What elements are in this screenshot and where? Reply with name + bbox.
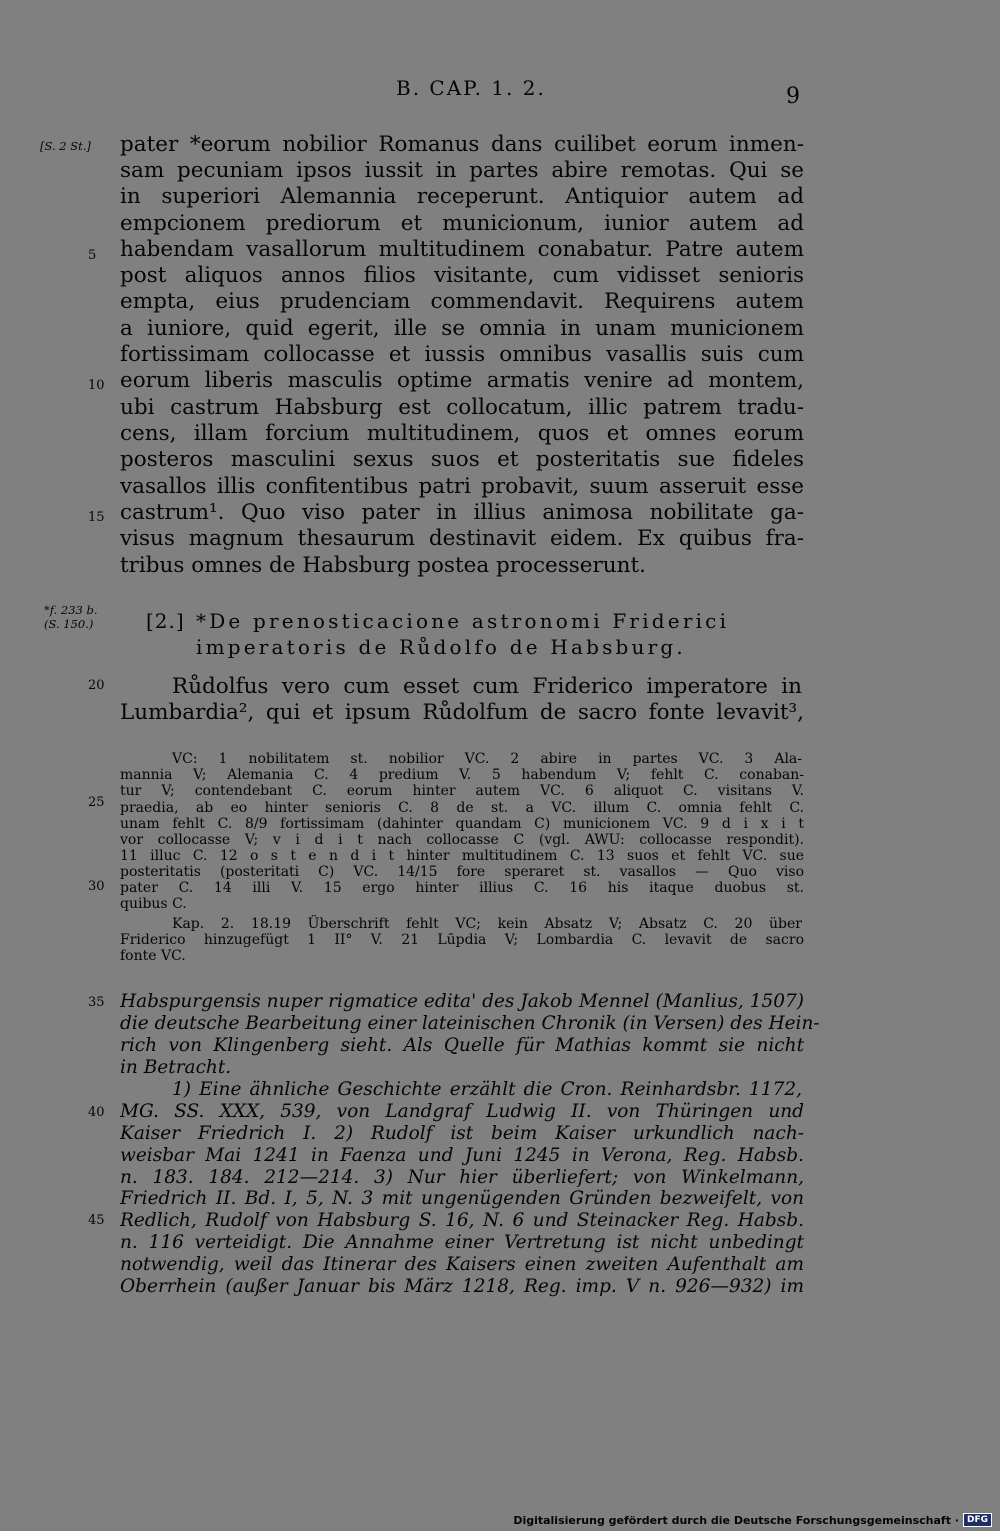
text-line: in superiori Alemannia receperunt. Antiquior autem ad: [120, 184, 804, 209]
text-line: Lumbardia², qui et ipsum Růdolfum de sacro fonte levavit³,: [120, 700, 804, 725]
text-line: empta, eius prudenciam commendavit. Requirens autem: [120, 289, 804, 314]
apparatus-line-number: 25: [88, 795, 105, 810]
text-line: pater *eorum nobilior Romanus dans cuilibet eorum inmen-: [120, 132, 804, 157]
apparatus-line: 11 illuc C. 12 o s t e n d i t hinter multitudinem C. 13 suos et fehlt VC. sue: [120, 848, 804, 864]
text-line: vasallos illis confitentibus patri probavit, suum asseruit esse: [120, 474, 804, 499]
footnote-line: n. 116 verteidigt. Die Annahme einer Vertretung ist nicht unbedingt: [120, 1232, 804, 1253]
line-number: 10: [88, 378, 105, 393]
text-line: empcionem prediorum et municionum, iunior autem ad: [120, 211, 804, 236]
text-line: visus magnum thesaurum destinavit eidem. Ex quibus fra-: [120, 526, 804, 551]
apparatus-kap-line: fonte VC.: [120, 948, 186, 964]
footnote-line: Kaiser Friedrich I. 2) Rudolf ist beim Kaiser urkundlich nach-: [120, 1123, 804, 1144]
apparatus-line: tur V; contendebant C. eorum hinter autem VC. 6 aliquot C. visitans V.: [120, 783, 804, 799]
footnote-line: weisbar Mai 1241 in Faenza und Juni 1245 in Verona, Reg. Habsb.: [120, 1145, 804, 1166]
footnote-line-number: 40: [88, 1105, 105, 1120]
text-line: eorum liberis masculis optime armatis venire ad montem,: [120, 368, 804, 393]
digitization-credit: [513, 1513, 992, 1527]
apparatus-kap-line: Friderico hinzugefügt 1 II° V. 21 Lūpdia V; Lombardia C. levavit de sacro: [120, 932, 804, 948]
apparatus-line: pater C. 14 illi V. 15 ergo hinter illius C. 16 his itaque duobus st.: [120, 880, 804, 896]
apparatus-line: praedia, ab eo hinter senioris C. 8 de st. a VC. illum C. omnia fehlt C.: [120, 800, 804, 816]
text-line: posteros masculini sexus suos et posteritatis sue fideles: [120, 447, 804, 472]
footnote-line: die deutsche Bearbeitung einer lateinischen Chronik (in Versen) des Hein-: [120, 1013, 820, 1034]
footnote-line: notwendig, weil das Itinerar des Kaisers einen zweiten Aufenthalt am: [120, 1254, 804, 1275]
apparatus-line: vor collocasse V; v i d i t nach collocasse C (vgl. AWU: collocasse respondit).: [120, 832, 804, 848]
footnote-line: Oberrhein (außer Januar bis März 1218, Reg. imp. V n. 926—932) im: [120, 1276, 804, 1297]
text-line: ubi castrum Habsburg est collocatum, illic patrem tradu-: [120, 395, 804, 420]
text-line: a iuniore, quid egerit, ille se omnia in unam municionem: [120, 316, 804, 341]
footnote-line: 1) Eine ähnliche Geschichte erzählt die Cron. Reinhardsbr. 1172,: [172, 1079, 802, 1100]
margin-ref-top: [S. 2 St.]: [40, 139, 91, 153]
apparatus-line: mannia V; Alemania C. 4 predium V. 5 habendum V; fehlt C. conaban-: [120, 767, 804, 783]
footnote-line: in Betracht.: [120, 1057, 232, 1078]
chapter-title-line-1: *De prenosticacione astronomi Friderici: [196, 609, 730, 633]
text-line: cens, illam forcium multitudinem, quos et omnes eorum: [120, 421, 804, 446]
footnote-line: MG. SS. XXX, 539, von Landgraf Ludwig II. von Thüringen und: [120, 1101, 804, 1122]
dfg-logo: DFG: [963, 1513, 992, 1527]
text-line: habendam vasallorum multitudinem conabatur. Patre autem: [120, 237, 804, 262]
line-number: 15: [88, 510, 105, 525]
credit-text: Digitalisierung gefördert durch die Deutsche Forschungsgemeinschaft ·: [513, 1513, 959, 1527]
chapter-title-line-2: imperatoris de Růdolfo de Habsburg.: [196, 635, 686, 659]
text-line: sam pecuniam ipsos iussit in partes abire remotas. Qui se: [120, 158, 804, 183]
chapter-number: [2.]: [146, 609, 185, 633]
text-line: tribus omnes de Habsburg postea processerunt.: [120, 553, 646, 578]
text-line: Růdolfus vero cum esset cum Friderico imperatore in: [172, 674, 802, 699]
apparatus-line-number: 30: [88, 879, 105, 894]
footnote-line: Friedrich II. Bd. I, 5, N. 3 mit ungenügenden Gründen bezweifelt, von: [120, 1188, 804, 1209]
footnote-line: Redlich, Rudolf von Habsburg S. 16, N. 6 und Steinacker Reg. Habsb.: [120, 1210, 804, 1231]
footnote-line: n. 183. 184. 212—214. 3) Nur hier überliefert; von Winkelmann,: [120, 1167, 804, 1188]
footnote-line: Habspurgensis nuper rigmatice edita' des Jakob Mennel (Manlius, 1507): [120, 991, 804, 1012]
footnote-line-number: 45: [88, 1213, 105, 1228]
text-line: fortissimam collocasse et iussis omnibus vasallis suis cum: [120, 342, 804, 367]
footnote-line: rich von Klingenberg sieht. Als Quelle für Mathias kommt sie nicht: [120, 1035, 804, 1056]
margin-folio-ref-2: (S. 150.): [44, 617, 94, 631]
text-line: post aliquos annos filios visitante, cum vidisset senioris: [120, 263, 804, 288]
apparatus-line: unam fehlt C. 8/9 fortissimam (dahinter quandam C) municionem VC. 9 d i x i t: [120, 816, 804, 832]
apparatus-line: VC: 1 nobilitatem st. nobilior VC. 2 abire in partes VC. 3 Ala-: [172, 751, 802, 767]
line-number: 20: [88, 678, 105, 693]
running-header: B. CAP. 1. 2.: [396, 76, 546, 100]
apparatus-kap-line: Kap. 2. 18.19 Überschrift fehlt VC; kein Absatz V; Absatz C. 20 über: [172, 916, 802, 932]
apparatus-line: posteritatis (posteritati C) VC. 14/15 fore speraret st. vasallos — Quo viso: [120, 864, 804, 880]
line-number: 5: [88, 248, 97, 263]
footnote-line-number: 35: [88, 995, 105, 1010]
text-line: castrum¹. Quo viso pater in illius animosa nobilitate ga-: [120, 500, 804, 525]
apparatus-line: quibus C.: [120, 896, 187, 912]
page-number: 9: [786, 84, 800, 109]
margin-folio-ref-1: *f. 233 b.: [44, 603, 98, 617]
